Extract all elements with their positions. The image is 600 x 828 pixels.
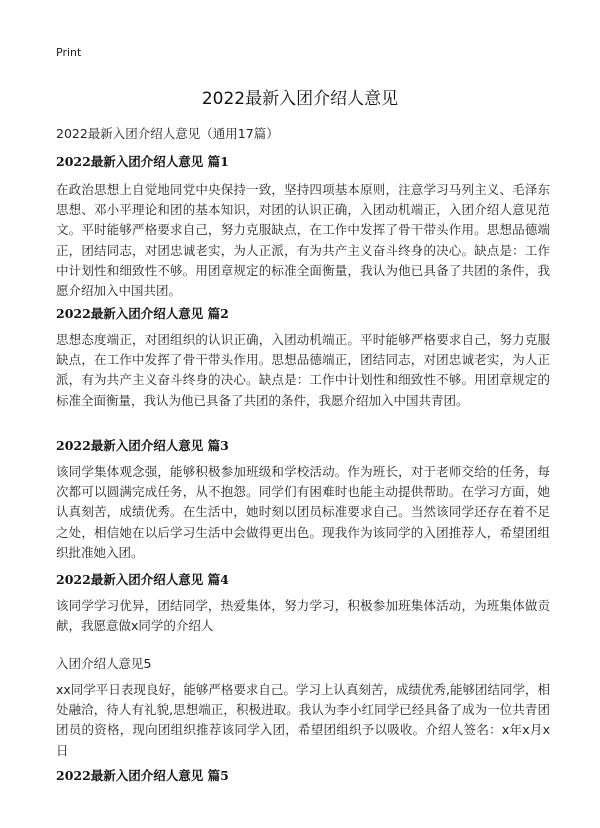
section-body-2: 思想态度端正，对团组织的认识正确，入团动机端正。平时能够严格要求自己，努力克服缺点，在工作中发挥了骨干带头作用。思想品德端正，团结同志，对团忠诚老实，为人正派，有为共产主义奋斗终身的决心。缺点是：工作中计划性和细致性不够。用团章规定的标准全面衡量，我认为他已具备了共团的条件，我愿介绍加入中国共青团。 (56, 332, 550, 408)
section-body-1: 在政治思想上自觉地同党中央保持一致，坚持四项基本原则，注意学习马列主义、毛泽东思想、邓小平理论和团的基本知识，对团的认识正确，入团动机端正，入团介绍人意见范文。平时能够严格要求自己，努力克服缺点，在工作中发挥了骨干带头作用。思想品德端正，团结同志，对团忠诚老实，为人正派，有为共产主义奋斗终身的决心。缺点是：工作中计划性和细致性不够。用团章规定的标准全面衡量，我认为他已具备了共团的条件，我愿介绍加入中国共团。 (56, 182, 550, 299)
section-body-3: 该同学集体观念强，能够积极参加班级和学校活动。作为班长，对于老师交给的任务，每次都可以圆满完成任务，从不抱怨。同学们有困难时也能主动提供帮助。在学习方面，她认真刻苦，成绩优秀。在生活中，她时刻以团员标准要求自己。当然该同学还存在着不足之处，相信她在以后学习生活中会做得更出色。现我作为该同学的入团推荐人，希望团组织批准她入团。 (56, 464, 550, 560)
section-heading-1: 2022最新入团介绍人意见 篇1 (56, 154, 229, 169)
print-link[interactable]: Print (56, 46, 82, 59)
section-heading-5: 2022最新入团介绍人意见 篇5 (56, 768, 229, 783)
section-heading-2: 2022最新入团介绍人意见 篇2 (56, 306, 229, 321)
document-title: 2022最新入团介绍人意见 (201, 89, 399, 109)
opinion-5-body: xx同学平日表现良好，能够严格要求自己。学习上认真刻苦，成绩优秀,能够团结同学，相处融洽，待人有礼貌,思想端正，积极进取。我认为李小红同学已经具备了成为一位共青团团员的资格，现向团组织推荐该同学入团，希望团组织予以吸收。介绍人签名：x年x月x日 (56, 682, 550, 758)
section-heading-4: 2022最新入团介绍人意见 篇4 (56, 572, 229, 587)
document-subtitle: 2022最新入团介绍人意见（通用17篇） (56, 126, 279, 141)
opinion-5-title: 入团介绍人意见5 (56, 656, 152, 671)
section-body-4: 该同学学习优异，团结同学，热爱集体，努力学习，积极参加班集体活动，为班集体做贡献，我愿意做x同学的介绍人 (56, 598, 550, 634)
section-heading-3: 2022最新入团介绍人意见 篇3 (56, 438, 229, 453)
